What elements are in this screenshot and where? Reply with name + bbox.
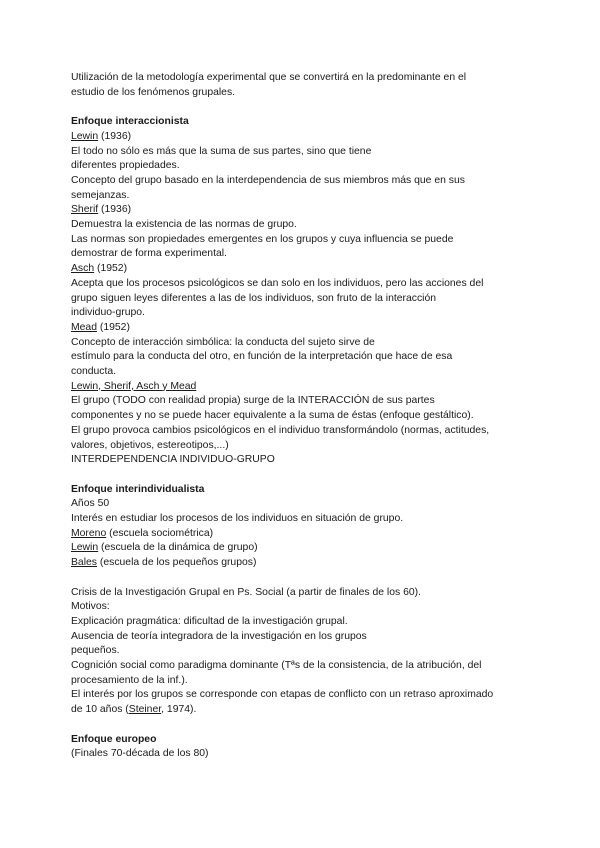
text-line: Cognición social como paradigma dominante (Tªs de la consistencia, de la atribución, del — [71, 660, 482, 672]
author-desc: (escuela sociométrica) — [106, 527, 214, 539]
text-line: individuo-grupo. — [71, 307, 145, 319]
author-lewin — [71, 130, 541, 145]
text-line: El grupo (TODO con realidad propia) surge de la INTERACCIÓN de sus partes — [71, 395, 435, 407]
document-body — [71, 71, 541, 762]
author-name: Lewin — [71, 130, 99, 142]
text-line: procesamiento de la inf.). — [71, 674, 188, 686]
text-line: El todo no sólo es más que la suma de sus partes, sino que tiene — [71, 145, 372, 157]
authors-summary-heading: Lewin, Sherif, Asch y Mead — [71, 380, 197, 392]
spacer — [71, 468, 541, 483]
text-line: valores, objetivos, estereotipos,...) — [71, 439, 229, 451]
text-line: Demuestra la existencia de las normas de grupo. — [71, 219, 297, 231]
text-line: Ausencia de teoría integradora de la investigación en los grupos — [71, 630, 367, 642]
citation-after: , 1974). — [161, 704, 197, 716]
text-line: Años 50 — [71, 498, 110, 510]
text-line: componentes y no se puede hacer equivalente a la suma de éstas (enfoque gestáltico). — [71, 410, 474, 422]
author-name: Sherif — [71, 204, 99, 216]
author-year: (1936) — [98, 130, 132, 142]
text-line: El interés por los grupos se corresponde con etapas de conflicto con un retraso aproximado — [71, 689, 494, 701]
author-bales — [71, 556, 541, 571]
intro-line: estudio de los fenómenos grupales. — [71, 86, 236, 98]
author-lewin — [71, 541, 541, 556]
text-line: Acepta que los procesos psicológicos se dan solo en los individuos, pero las acciones del — [71, 277, 484, 289]
author-name: Moreno — [71, 527, 107, 539]
text-line: Interés en estudiar los procesos de los individuos en situación de grupo. — [71, 513, 404, 525]
text-line: Explicación pragmática: dificultad de la investigación grupal. — [71, 615, 348, 627]
text-line: Crisis de la Investigación Grupal en Ps. Social (a partir de finales de los 60). — [71, 586, 421, 598]
text-line: Concepto de interacción simbólica: la conducta del sujeto sirve de — [71, 336, 375, 348]
author-sherif — [71, 203, 541, 218]
text-line: Concepto del grupo basado en la interdependencia de sus miembros más que en sus — [71, 174, 465, 186]
author-asch — [71, 262, 541, 277]
text-line: estímulo para la conducta del otro, en función de la interpretación que hace de esa — [71, 351, 453, 363]
citation-steiner: Steiner — [128, 704, 162, 716]
author-name: Lewin — [71, 542, 99, 554]
text-line: El grupo provoca cambios psicológicos en el individuo transformándolo (normas, actitudes, — [71, 424, 490, 436]
section-heading-europeo: Enfoque europeo — [71, 733, 157, 745]
text-line: diferentes propiedades. — [71, 160, 180, 172]
author-desc: (escuela de la dinámica de grupo) — [98, 542, 258, 554]
text-line — [71, 703, 541, 718]
author-moreno — [71, 527, 541, 542]
citation-before: de 10 años ( — [71, 704, 129, 716]
text-line: semejanzas. — [71, 189, 130, 201]
text-line: (Finales 70-década de los 80) — [71, 748, 209, 760]
text-line: pequeños. — [71, 645, 120, 657]
intro-line: Utilización de la metodología experimental que se convertirá en la predominante en el — [71, 72, 467, 83]
spacer — [71, 100, 541, 115]
author-year: (1952) — [94, 263, 128, 275]
author-name: Asch — [71, 263, 95, 275]
text-line: grupo siguen leyes diferentes a las de los individuos, son fruto de la interacción — [71, 292, 437, 304]
text-line: Las normas son propiedades emergentes en los grupos y cuya influencia se puede — [71, 233, 454, 245]
spacer — [71, 718, 541, 733]
text-line: demostrar de forma experimental. — [71, 248, 227, 260]
author-desc: (escuela de los pequeños grupos) — [97, 557, 257, 569]
author-name: Bales — [71, 557, 97, 569]
section-heading-interindividualista: Enfoque interindividualista — [71, 483, 205, 495]
author-name: Mead — [71, 321, 97, 333]
text-line: conducta. — [71, 366, 117, 378]
section-heading-interaccionista: Enfoque interaccionista — [71, 116, 189, 128]
spacer — [71, 571, 541, 586]
author-year: (1952) — [97, 321, 130, 333]
author-year: (1936) — [98, 204, 132, 216]
text-line: Motivos: — [71, 601, 110, 613]
author-mead — [71, 321, 541, 336]
text-line: INTERDEPENDENCIA INDIVIDUO-GRUPO — [71, 454, 275, 466]
